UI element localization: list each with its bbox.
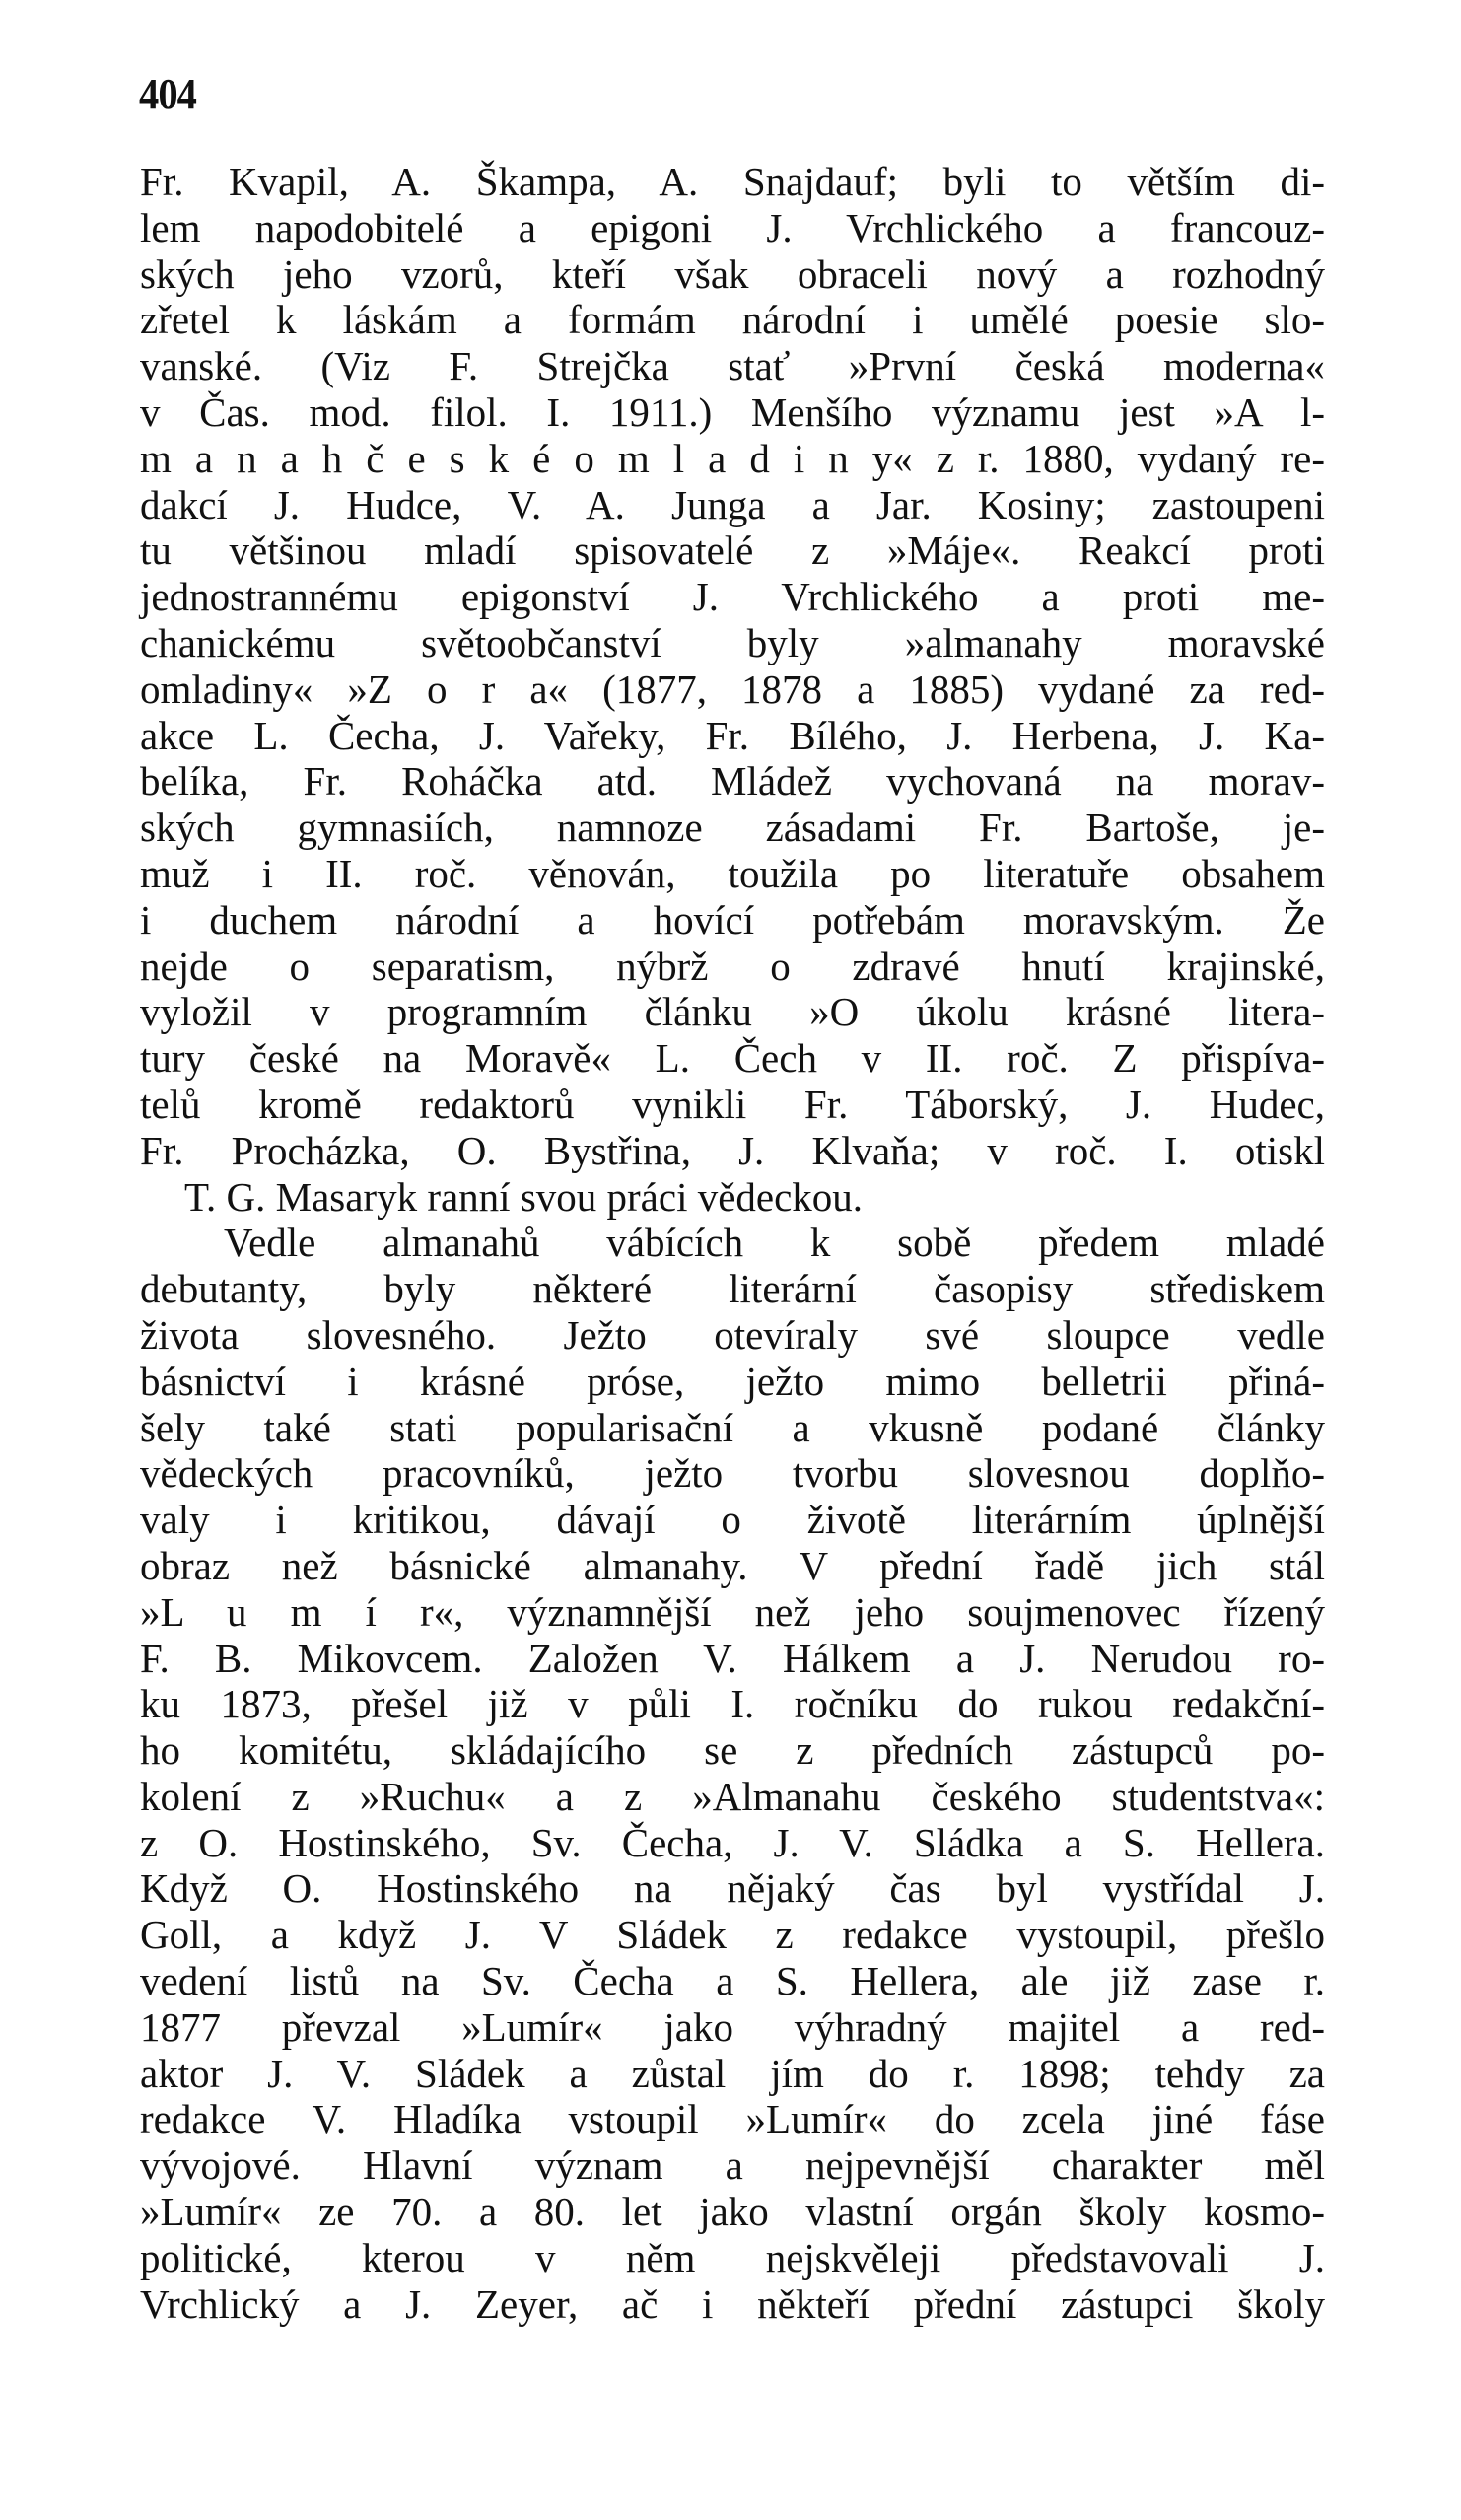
text-line: »Lumír« ze 70. a 80. let jako vlastní orgán školy kosmo- — [140, 2189, 1325, 2235]
text-line: muž i II. roč. věnován, toužila po literatuře obsahem — [140, 850, 1325, 896]
text-line: akce L. Čecha, J. Vařeky, Fr. Bílého, J. Herbena, J. Ka- — [140, 712, 1325, 758]
text-line: jednostrannému epigonství J. Vrchlického a proti me- — [140, 574, 1325, 620]
text-line: obraz než básnické almanahy. V přední řadě jich stál — [140, 1542, 1325, 1588]
body-text — [140, 159, 1325, 2327]
text-line: šely také stati popularisační a vkusně podané články — [140, 1404, 1325, 1450]
text-line: telů kromě redaktorů vynikli Fr. Táborský, J. Hudec, — [140, 1081, 1325, 1127]
text-line: aktor J. V. Sládek a zůstal jím do r. 1898; tehdy za — [140, 2050, 1325, 2096]
text-line: omladiny« »Z o r a« (1877, 1878 a 1885) vydané za red- — [140, 665, 1325, 712]
text-line: vanské. (Viz F. Strejčka stať »První česká moderna« — [140, 343, 1325, 389]
text-line: lem napodobitelé a epigoni J. Vrchlického a francouz- — [140, 204, 1325, 250]
text-line: Fr. Kvapil, A. Škampa, A. Snajdauf; byli to větším di- — [140, 159, 1325, 204]
text-line: »L u m í r«, významnější než jeho soujmenovec řízený — [140, 1588, 1325, 1635]
text-line: i duchem národní a hovící potřebám moravským. Že — [140, 896, 1325, 943]
page-number: 404 — [139, 70, 196, 118]
text-line: v Čas. mod. filol. I. 1911.) Menšího významu jest »A l- — [140, 388, 1325, 435]
text-line: m a n a h č e s k é o m l a d i n y« z r. 1880, vydaný re- — [140, 435, 1325, 481]
text-line: básnictví i krásné próse, ježto mimo belletrii přiná- — [140, 1358, 1325, 1404]
text-line: nejde o separatism, nýbrž o zdravé hnutí krajinské, — [140, 943, 1325, 989]
text-line: Vrchlický a J. Zeyer, ač i někteří přední zástupci školy — [140, 2280, 1325, 2327]
text-line: Vedle almanahů vábících k sobě předem mladé — [224, 1220, 1325, 1266]
text-line: F. B. Mikovcem. Založen V. Hálkem a J. Nerudou ro- — [140, 1635, 1325, 1681]
text-line: T. G. Masaryk ranní svou práci vědeckou. — [184, 1173, 864, 1220]
text-line: valy i kritikou, dávají o životě literárním úplnější — [140, 1497, 1325, 1543]
text-line: vývojové. Hlavní význam a nejpevnější charakter měl — [140, 2142, 1325, 2189]
text-line: debutanty, byly některé literární časopisy střediskem — [140, 1266, 1325, 1312]
text-line: vedení listů na Sv. Čecha a S. Hellera, ale již zase r. — [140, 1958, 1325, 2004]
text-line: ku 1873, přešel již v půli I. ročníku do rukou redakční- — [140, 1681, 1325, 1727]
text-line: chanickému světoobčanství byly »almanahy moravské — [140, 619, 1325, 665]
text-line: ských jeho vzorů, kteří však obraceli nový a rozhodný — [140, 250, 1325, 297]
text-line: Fr. Procházka, O. Bystřina, J. Klvaňa; v roč. I. otiskl — [140, 1127, 1325, 1173]
text-line: dakcí J. Hudce, V. A. Junga a Jar. Kosiny; zastoupeni — [140, 481, 1325, 527]
text-line: redakce V. Hladíka vstoupil »Lumír« do zcela jiné fáse — [140, 2096, 1325, 2142]
text-line: vyložil v programním článku »O úkolu krásné litera- — [140, 989, 1325, 1035]
text-line: z O. Hostinského, Sv. Čecha, J. V. Sládka a S. Hellera. — [140, 1819, 1325, 1865]
text-line: zřetel k láskám a formám národní i umělé poesie slo- — [140, 297, 1325, 343]
text-line: života slovesného. Ježto otevíraly své sloupce vedle — [140, 1311, 1325, 1358]
text-line: ho komitétu, skládajícího se z předních zástupců po- — [140, 1727, 1325, 1774]
text-line: Když O. Hostinského na nějaký čas byl vystřídal J. — [140, 1865, 1325, 1912]
text-line: tury české na Moravě« L. Čech v II. roč. Z přispíva- — [140, 1035, 1325, 1082]
text-line: ských gymnasiích, namnoze zásadami Fr. Bartoše, je- — [140, 805, 1325, 851]
text-line: Goll, a když J. V Sládek z redakce vystoupil, přešlo — [140, 1912, 1325, 1958]
text-line: kolení z »Ruchu« a z »Almanahu českého studentstva«: — [140, 1773, 1325, 1819]
text-line: 1877 převzal »Lumír« jako výhradný majitel a red- — [140, 2003, 1325, 2050]
text-line: vědeckých pracovníků, ježto tvorbu slovesnou doplňo- — [140, 1450, 1325, 1497]
text-line: belíka, Fr. Roháčka atd. Mládež vychovaná na morav- — [140, 758, 1325, 805]
text-line: politické, kterou v něm nejskvěleji představovali J. — [140, 2234, 1325, 2280]
text-line: tu většinou mladí spisovatelé z »Máje«. Reakcí proti — [140, 527, 1325, 574]
